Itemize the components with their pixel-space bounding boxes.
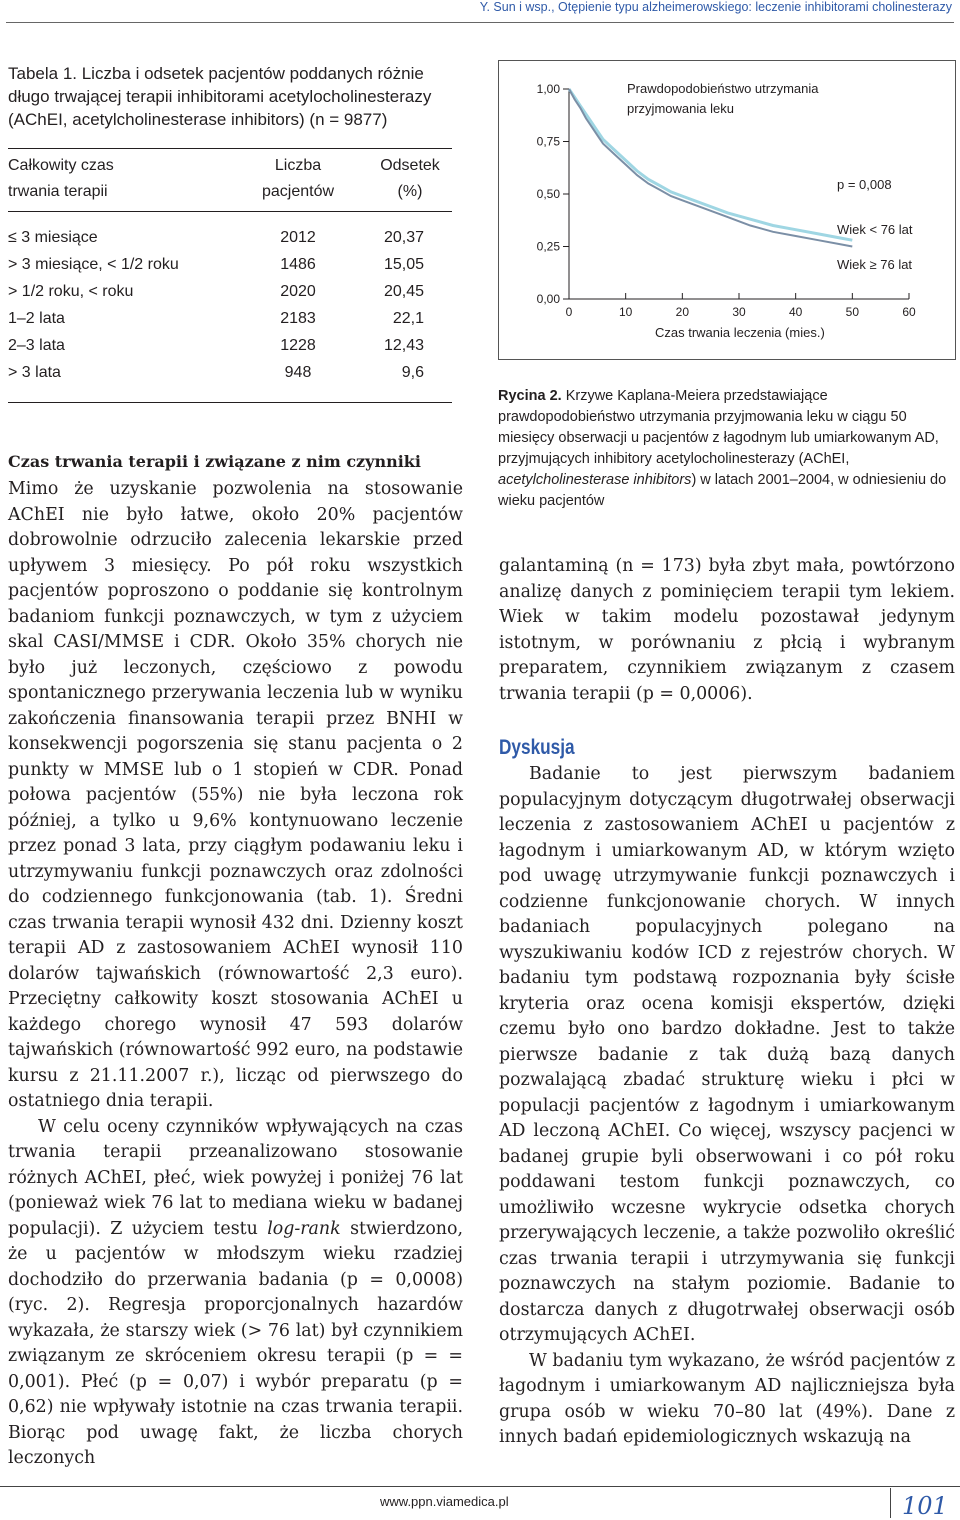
table-header-percent-line2: (%) xyxy=(397,183,423,200)
y-tick-label: 0,25 xyxy=(536,239,560,254)
figure-caption-part-b: ) w latach 2001–2004, w odniesieniu do wieku pacjentów xyxy=(498,472,947,509)
right-paragraph-2: W badaniu tym wykazano, że wśród pacjentów z łagodnym i umiarkowanym AD najliczniejsza była grupa osób w wieku 70–80 lat (49%). Dane z innych badań epidemiologicznych wskazują na xyxy=(499,1350,955,1447)
p-value-annotation: p = 0,008 xyxy=(837,177,892,192)
table-cell: 2183 xyxy=(280,310,316,327)
header-authors: Y. Sun i wsp., xyxy=(479,0,555,14)
table-header-count-line2: pacjentów xyxy=(261,183,335,200)
x-tick-label: 30 xyxy=(732,305,746,319)
figure-caption xyxy=(498,386,956,512)
right-paragraph-top: galantaminą (n = 173) była zbyt mała, powtórzono analizę danych z pominięciem terapii tym lekiem. Wiek w takim modelu pozostawał jedynym istotnym, w porównaniu z płcią i wybranym preparatem, czynnikiem związanym z czasem trwania terapii (p = 0,0006). xyxy=(499,556,955,704)
table-caption: Tabela 1. Liczba i odsetek pacjentów poddanych różnie długo trwającej terapii inhibitorami acetylocholinesterazy (AChEI, acetylcholinesterase inhibitors) (n = 9877) xyxy=(8,64,432,129)
table-cell: 15,05 xyxy=(383,256,424,273)
table-header-duration-line2: trwania terapii xyxy=(8,183,108,200)
header-title: Otępienie typu alzheimerowskiego: leczenie inhibitorami cholinesterazy xyxy=(558,0,952,14)
left-body-text xyxy=(8,477,463,1472)
section-heading-dyskusja: Dyskusja xyxy=(499,736,575,759)
table-header-duration-line1: Całkowity czas xyxy=(8,157,114,174)
table-cell: 2–3 lata xyxy=(8,337,65,354)
figure-caption-italic: acetylcholinesterase inhibitors xyxy=(498,472,692,488)
y-tick-label: 1,00 xyxy=(536,82,560,96)
table-cell: 9,6 xyxy=(401,364,424,381)
left-paragraph-2-italic: log-rank xyxy=(267,1218,341,1239)
table-cell: 12,43 xyxy=(383,337,424,354)
table-header-count xyxy=(248,153,348,205)
table-cell: > 1/2 roku, < roku xyxy=(8,283,134,300)
page-number: 101 xyxy=(902,1492,948,1520)
header-rule xyxy=(6,22,954,23)
legend-young: Wiek < 76 lat xyxy=(837,222,913,237)
y-tick-label: 0,00 xyxy=(536,292,560,306)
y-tick-label: 0,50 xyxy=(536,187,560,201)
x-tick-label: 40 xyxy=(788,305,803,319)
table-header-percent-line1: Odsetek xyxy=(380,157,440,174)
footer-divider xyxy=(890,1488,891,1518)
x-tick-label: 0 xyxy=(565,305,573,319)
table-bottom-rule xyxy=(8,402,452,403)
table-cell: 1228 xyxy=(280,337,316,354)
left-paragraph-2-part-b: stwierdzono, że u pacjentów w młodszym wieku rzadziej dochodziło do przerwania badania (p = 0,0008) (ryc. 2). Regresja proporcjonalnych hazardów wykazała, że starszy wiek (> 76 lat) był czynnikiem związanym ze skróceniem okresu terapii (p = = 0,001). Płeć (p = 0,07) i wybór preparatu (p = 0,62) nie wpływały istotnie na czas trwania terapii. Biorąc pod uwagę fakt, że liczba chorych leczonych xyxy=(8,1218,463,1468)
table-cell: 20,37 xyxy=(383,229,424,246)
footer-url: www.ppn.viamedica.pl xyxy=(380,1494,509,1509)
table-header-rule xyxy=(8,211,452,212)
table-cell: 2012 xyxy=(280,229,316,246)
figure-frame xyxy=(498,60,956,360)
chart-title-line2: przyjmowania leku xyxy=(627,101,734,116)
x-tick-label: 60 xyxy=(902,305,916,319)
footer-rule xyxy=(0,1486,960,1487)
table-cell: 20,45 xyxy=(383,283,424,300)
table-cell: 2020 xyxy=(280,283,316,300)
right-body-text xyxy=(499,762,955,1451)
running-header xyxy=(0,0,952,14)
table-cell: > 3 miesiące, < 1/2 roku xyxy=(8,256,179,273)
legend-old: Wiek ≥ 76 lat xyxy=(837,257,913,272)
table-cell: ≤ 3 miesiące xyxy=(8,229,98,246)
table-cell: > 3 lata xyxy=(8,364,61,381)
table-cell: 22,1 xyxy=(392,310,424,327)
table-top-rule xyxy=(8,148,452,149)
right-paragraph-1: Badanie to jest pierwszym badaniem populacyjnym dotyczącym długotrwałej obserwacji leczenia z zastosowaniem AChEI u pacjentów z łagodnym i umiarkowanym AD, w którym wzięto pod uwagę utrzymywanie funkcji poznawczych i codzienne funkcjonowanie chorych. W innych badaniach populacyjnych polegano na wyszukiwaniu kodów ICD z rejestrów chorych. W badaniu tym podstawą rozpoznania były ścisłe kryteria oraz ocena komisji ekspertów, dzięki czemu było ono bardzo dokładne. Jest to także pierwsze badanie z tak dużą bazą danych pozwalającą zbadać strukturę wieku i płci w populacji pacjentów z łagodnym i umiarkowanym AD leczoną AChEI. Co więcej, wszyscy pacjenci w badanej grupie byli obserwowani i co pół roku poddawani testom funkcji poznawczych, co umożliwiło wczesne wykrycie odsetka chorych przerywających leczenie, a także pozwoliło określić czas trwania terapii i utrzymywania się funkcji poznawczych na stałym poziomie. Badanie to dostarcza danych z długotrwałej obserwacji osób otrzymujących AChEI. xyxy=(499,764,955,1345)
left-paragraph-2 xyxy=(8,1115,463,1472)
x-tick-label: 50 xyxy=(845,305,860,319)
table-header-percent xyxy=(362,153,458,205)
kaplan-meier-chart xyxy=(499,61,955,359)
chart-title-line1: Prawdopodobieństwo utrzymania xyxy=(627,81,819,96)
table-cell: 948 xyxy=(284,364,312,381)
table-header-duration xyxy=(8,153,248,205)
y-tick-label: 0,75 xyxy=(536,134,560,149)
table-cell: 1–2 lata xyxy=(8,310,65,327)
figure-caption-label: Rycina 2. xyxy=(498,388,562,404)
x-tick-label: 20 xyxy=(675,305,690,319)
x-axis-label: Czas trwania leczenia (mies.) xyxy=(655,325,825,340)
right-body-top xyxy=(499,554,955,707)
section-heading-duration: Czas trwania terapii i związane z nim czynniki xyxy=(8,452,421,471)
table-cell: 1486 xyxy=(280,256,316,273)
figure-caption-part-a: Krzywe Kaplana-Meiera przedstawiające prawdopodobieństwo utrzymania przyjmowania leku w ciągu 50 miesięcy obserwacji u pacjentów z łagodnym lub umiarkowanym AD, przyjmujących inhibitory acetylocholinesterazy (AChEI, xyxy=(498,388,939,467)
table-header-count-line1: Liczba xyxy=(274,157,322,174)
x-tick-label: 10 xyxy=(618,305,633,319)
left-paragraph-1: Mimo że uzyskanie pozwolenia na stosowanie AChEI nie było łatwe, około 20% pacjentów dobrowolnie odrzuciło zalecenia lekarskie przed upływem 3 miesięcy. Po pół roku wszystkich pacjentów poproszono o poddanie się kontrolnym badaniom funkcji poznawczych, w tym z użyciem skal CASI/MMSE i CDR. Około 35% chorych nie było już leczonych, częściowo z powodu spontanicznego przerywania leczenia lub w wyniku zakończenia finansowania terapii przez BNHI w konsekwencji pogorszenia się stanu pacjenta o 2 punkty w MMSE lub o 1 stopień w CDR. Ponad połowa pacjentów (55%) nie była leczona rok później, a tylko u 9,6% kontynuowano leczenie przez ponad 3 lata, przy ciągłym podawaniu leku i utrzymywaniu funkcji poznawczych oraz zdolności do codziennego funkcjonowania (tab. 1). Średni czas trwania terapii wynosił 432 dni. Dzienny koszt terapii AD z zastosowaniem AChEI wynosił 110 dolarów tajwańskich (równowartość 2,3 euro). Przeciętny całkowity koszt stosowania AChEI u każdego chorego wynosił 47 593 dolarów tajwańskich (równowartość 992 euro, na podstawie kursu z 21.11.2007 r.), licząc od pierwszego do ostatniego dnia terapii. xyxy=(8,479,463,1111)
left-paragraph-2-part-a: W celu oceny czynników wpływających na czas trwania terapii przeanalizowano stosowanie różnych AChEI, płeć, wiek powyżej i poniżej 76 lat (ponieważ wiek 76 lat to mediana wieku w badanej populacji). Z użyciem testu xyxy=(8,1116,463,1239)
